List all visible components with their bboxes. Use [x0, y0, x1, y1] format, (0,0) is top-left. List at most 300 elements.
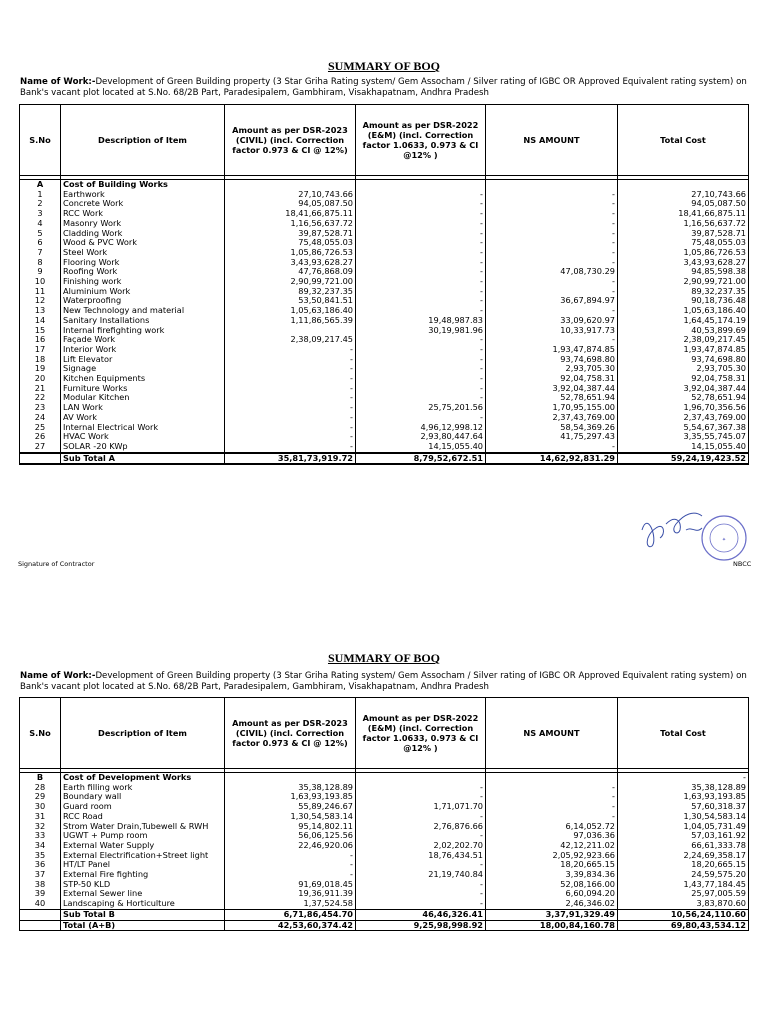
row-em-amount: - [356, 248, 486, 258]
row-sno: 26 [20, 432, 61, 442]
row-description: Signage [61, 364, 225, 374]
row-em-amount: - [356, 413, 486, 423]
row-sno: 14 [20, 316, 61, 326]
row-em-amount: - [356, 229, 486, 239]
row-description: Concrete Work [61, 199, 225, 209]
row-sno: 19 [20, 364, 61, 374]
grand-total-total: 69,80,43,534.12 [618, 920, 749, 931]
table-row [20, 802, 749, 812]
row-ns-amount: - [486, 199, 618, 209]
empty-cell [20, 453, 61, 465]
row-description: STP-50 KLD [61, 880, 225, 890]
row-em-amount: 4,96,12,998.12 [356, 423, 486, 433]
row-civil-amount: 53,50,841.51 [225, 296, 356, 306]
row-em-amount: - [356, 889, 486, 899]
table-row [20, 229, 749, 239]
subtotal-em: 46,46,326.41 [356, 909, 486, 920]
row-sno: 10 [20, 277, 61, 287]
column-header: Amount as per DSR-2023 (CIVIL) (incl. Correction factor 0.973 & CI @ 12%) [225, 105, 356, 176]
row-sno: 1 [20, 190, 61, 200]
table-row [20, 792, 749, 802]
row-em-amount: - [356, 335, 486, 345]
row-total-cost: 18,20,665.15 [618, 860, 749, 870]
row-description: External Water Supply [61, 841, 225, 851]
table-row [20, 374, 749, 384]
column-header: Amount as per DSR-2023 (CIVIL) (incl. Correction factor 0.973 & CI @ 12%) [225, 698, 356, 769]
row-ns-amount: - [486, 783, 618, 793]
name-of-work-2 [20, 671, 748, 693]
row-total-cost: 1,05,86,726.53 [618, 248, 749, 258]
row-ns-amount: - [486, 277, 618, 287]
table-row [20, 860, 749, 870]
table-row [20, 822, 749, 832]
row-description: SOLAR -20 KWp [61, 442, 225, 453]
row-civil-amount: 56,06,125.56 [225, 831, 356, 841]
row-sno: 15 [20, 326, 61, 336]
row-ns-amount: 42,12,211.02 [486, 841, 618, 851]
row-description: External Sewer line [61, 889, 225, 899]
grand-total-ns: 18,00,84,160.78 [486, 920, 618, 931]
row-total-cost: 2,90,99,721.00 [618, 277, 749, 287]
row-em-amount: - [356, 812, 486, 822]
row-total-cost: 2,38,09,217.45 [618, 335, 749, 345]
row-total-cost: 1,63,93,193.85 [618, 792, 749, 802]
row-description: Earthwork [61, 190, 225, 200]
table-row [20, 326, 749, 336]
row-total-cost: 1,43,77,184.45 [618, 880, 749, 890]
row-total-cost: 75,48,055.03 [618, 238, 749, 248]
row-total-cost: 2,93,705.30 [618, 364, 749, 374]
row-ns-amount: 41,75,297.43 [486, 432, 618, 442]
row-civil-amount: 3,43,93,628.27 [225, 258, 356, 268]
row-sno: 37 [20, 870, 61, 880]
row-civil-amount: 39,87,528.71 [225, 229, 356, 239]
table-row [20, 889, 749, 899]
row-total-cost: 94,85,598.38 [618, 267, 749, 277]
section-number: A [20, 180, 61, 190]
table-row [20, 238, 749, 248]
empty-cell [486, 773, 618, 783]
subtotal-row [20, 909, 749, 920]
row-em-amount: - [356, 899, 486, 909]
row-total-cost: 27,10,743.66 [618, 190, 749, 200]
column-header: Amount as per DSR-2022 (E&M) (incl. Correction factor 1.0633, 0.973 & CI @12% ) [356, 698, 486, 769]
table-row [20, 783, 749, 793]
row-em-amount: - [356, 219, 486, 229]
row-sno: 29 [20, 792, 61, 802]
section-number: B [20, 773, 61, 783]
row-ns-amount: 47,08,730.29 [486, 267, 618, 277]
row-em-amount: - [356, 190, 486, 200]
table-row [20, 190, 749, 200]
row-em-amount: - [356, 238, 486, 248]
row-description: Kitchen Equipments [61, 374, 225, 384]
row-description: Flooring Work [61, 258, 225, 268]
subtotal-label: Sub Total B [61, 909, 225, 920]
row-total-cost: 1,05,63,186.40 [618, 306, 749, 316]
row-description: External Fire fighting [61, 870, 225, 880]
row-civil-amount: 1,30,54,583.14 [225, 812, 356, 822]
subtotal-total: 10,56,24,110.60 [618, 909, 749, 920]
column-header: NS AMOUNT [486, 105, 618, 176]
row-total-cost: 2,24,69,358.17 [618, 851, 749, 861]
empty-cell [20, 909, 61, 920]
row-total-cost: 18,41,66,875.11 [618, 209, 749, 219]
row-civil-amount: 91,69,018.45 [225, 880, 356, 890]
empty-cell [356, 180, 486, 190]
empty-cell [225, 773, 356, 783]
row-em-amount: - [356, 374, 486, 384]
row-em-amount: 30,19,981.96 [356, 326, 486, 336]
row-sno: 21 [20, 384, 61, 394]
row-description: Internal firefighting work [61, 326, 225, 336]
row-civil-amount: - [225, 384, 356, 394]
row-total-cost: 92,04,758.31 [618, 374, 749, 384]
row-description: UGWT + Pump room [61, 831, 225, 841]
row-description: Landscaping & Horticulture [61, 899, 225, 909]
grand-total-row [20, 920, 749, 931]
row-ns-amount: 18,20,665.15 [486, 860, 618, 870]
column-header: Total Cost [618, 105, 749, 176]
empty-cell [20, 920, 61, 931]
row-ns-amount: 2,05,92,923.66 [486, 851, 618, 861]
boq-table-a [19, 104, 749, 465]
column-header: S.No [20, 698, 61, 769]
row-description: Strom Water Drain,Tubewell & RWH [61, 822, 225, 832]
table-row [20, 393, 749, 403]
subtotal-civil: 35,81,73,919.72 [225, 453, 356, 465]
table-row [20, 287, 749, 297]
row-description: New Technology and material [61, 306, 225, 316]
table-row [20, 199, 749, 209]
row-ns-amount: 52,78,651.94 [486, 393, 618, 403]
subtotal-ns: 14,62,92,831.29 [486, 453, 618, 465]
table-row [20, 335, 749, 345]
row-civil-amount: 1,16,56,637.72 [225, 219, 356, 229]
row-ns-amount: - [486, 258, 618, 268]
row-civil-amount: 94,05,087.50 [225, 199, 356, 209]
row-em-amount: - [356, 345, 486, 355]
row-civil-amount: 1,37,524.58 [225, 899, 356, 909]
row-total-cost: 40,53,899.69 [618, 326, 749, 336]
row-em-amount: - [356, 860, 486, 870]
row-sno: 31 [20, 812, 61, 822]
row-ns-amount: 10,33,917.73 [486, 326, 618, 336]
row-description: Waterproofing [61, 296, 225, 306]
row-em-amount: 2,02,202.70 [356, 841, 486, 851]
subtotal-em: 8,79,52,672.51 [356, 453, 486, 465]
table-row [20, 258, 749, 268]
row-total-cost: 14,15,055.40 [618, 442, 749, 453]
row-total-cost: 93,74,698.80 [618, 355, 749, 365]
row-em-amount: 2,76,876.66 [356, 822, 486, 832]
column-header: NS AMOUNT [486, 698, 618, 769]
row-em-amount: - [356, 306, 486, 316]
row-ns-amount: - [486, 335, 618, 345]
row-sno: 9 [20, 267, 61, 277]
row-sno: 8 [20, 258, 61, 268]
row-total-cost: 1,16,56,637.72 [618, 219, 749, 229]
row-ns-amount: - [486, 219, 618, 229]
row-civil-amount: - [225, 860, 356, 870]
column-header: Amount as per DSR-2022 (E&M) (incl. Correction factor 1.0633, 0.973 & CI @12% ) [356, 105, 486, 176]
name-of-work-text-2: Development of Green Building property (3 Star Griha Rating system/ Gem Assocham / Silver rating of IGBC OR Approved Equivalent rating system) on Bank's vacant plot located at S.No. 68/2B Part, Paradesipalem, Gambhiram, Visakhapatnam, Andhra Pradesh [20, 671, 747, 692]
table-row [20, 403, 749, 413]
row-ns-amount: - [486, 238, 618, 248]
row-ns-amount: 1,70,95,155.00 [486, 403, 618, 413]
row-ns-amount: 52,08,166.00 [486, 880, 618, 890]
row-civil-amount: - [225, 355, 356, 365]
row-civil-amount [225, 326, 356, 336]
row-civil-amount: - [225, 870, 356, 880]
row-civil-amount: 47,76,868.09 [225, 267, 356, 277]
row-em-amount: - [356, 209, 486, 219]
row-ns-amount: 92,04,758.31 [486, 374, 618, 384]
row-sno: 30 [20, 802, 61, 812]
row-sno: 3 [20, 209, 61, 219]
table-row [20, 345, 749, 355]
row-civil-amount: 1,11,86,565.39 [225, 316, 356, 326]
table-row [20, 364, 749, 374]
row-ns-amount: - [486, 229, 618, 239]
subtotal-ns: 3,37,91,329.49 [486, 909, 618, 920]
table-row [20, 851, 749, 861]
row-ns-amount: - [486, 802, 618, 812]
row-description: Lift Elevator [61, 355, 225, 365]
row-civil-amount: - [225, 413, 356, 423]
row-ns-amount: 6,60,094.20 [486, 889, 618, 899]
table-row [20, 413, 749, 423]
row-em-amount: - [356, 355, 486, 365]
row-sno: 23 [20, 403, 61, 413]
row-em-amount: - [356, 783, 486, 793]
row-civil-amount: 18,41,66,875.11 [225, 209, 356, 219]
row-description: Roofing Work [61, 267, 225, 277]
row-total-cost: 25,97,005.59 [618, 889, 749, 899]
row-sno: 36 [20, 860, 61, 870]
row-description: Modular Kitchen [61, 393, 225, 403]
row-sno: 7 [20, 248, 61, 258]
row-total-cost: 3,35,55,745.07 [618, 432, 749, 442]
row-sno: 40 [20, 899, 61, 909]
row-civil-amount: 35,38,128.89 [225, 783, 356, 793]
row-total-cost: 5,54,67,367.38 [618, 423, 749, 433]
row-em-amount: 1,71,071.70 [356, 802, 486, 812]
row-sno: 13 [20, 306, 61, 316]
table-row [20, 277, 749, 287]
table-row [20, 248, 749, 258]
column-header: Description of Item [61, 105, 225, 176]
row-em-amount: 14,15,055.40 [356, 442, 486, 453]
grand-total-civil: 42,53,60,374.42 [225, 920, 356, 931]
row-ns-amount: - [486, 442, 618, 453]
row-total-cost: 1,96,70,356.56 [618, 403, 749, 413]
subtotal-label: Sub Total A [61, 453, 225, 465]
row-total-cost: 57,60,318.37 [618, 802, 749, 812]
row-em-amount: - [356, 277, 486, 287]
table-row [20, 880, 749, 890]
row-description: Masonry Work [61, 219, 225, 229]
empty-cell [356, 773, 486, 783]
row-em-amount: 18,76,434.51 [356, 851, 486, 861]
row-description: Wood & PVC Work [61, 238, 225, 248]
row-civil-amount: 1,63,93,193.85 [225, 792, 356, 802]
row-ns-amount: 3,39,834.36 [486, 870, 618, 880]
row-total-cost: 3,92,04,387.44 [618, 384, 749, 394]
row-description: HVAC Work [61, 432, 225, 442]
row-sno: 25 [20, 423, 61, 433]
row-civil-amount: 27,10,743.66 [225, 190, 356, 200]
row-civil-amount: 1,05,86,726.53 [225, 248, 356, 258]
row-total-cost: 1,30,54,583.14 [618, 812, 749, 822]
row-sno: 17 [20, 345, 61, 355]
row-description: RCC Work [61, 209, 225, 219]
row-description: External Electrification+Street light [61, 851, 225, 861]
row-ns-amount: 2,46,346.02 [486, 899, 618, 909]
table-row [20, 267, 749, 277]
row-em-amount: 19,48,987.83 [356, 316, 486, 326]
row-sno: 6 [20, 238, 61, 248]
row-ns-amount: 2,93,705.30 [486, 364, 618, 374]
row-ns-amount: 58,54,369.26 [486, 423, 618, 433]
row-civil-amount: - [225, 432, 356, 442]
row-em-amount: - [356, 267, 486, 277]
empty-cell [486, 180, 618, 190]
row-civil-amount: - [225, 403, 356, 413]
row-description: HT/LT Panel [61, 860, 225, 870]
name-of-work-label: Name of Work:- [20, 77, 96, 87]
row-civil-amount: 19,36,911.39 [225, 889, 356, 899]
table-row [20, 812, 749, 822]
row-description: Furniture Works [61, 384, 225, 394]
row-total-cost: 94,05,087.50 [618, 199, 749, 209]
row-civil-amount: 2,90,99,721.00 [225, 277, 356, 287]
row-sno: 16 [20, 335, 61, 345]
boq-table-b [19, 697, 749, 931]
name-of-work [20, 77, 748, 99]
row-description: Aluminium Work [61, 287, 225, 297]
table-row [20, 316, 749, 326]
signature-stamp-icon [636, 500, 752, 572]
table-row [20, 831, 749, 841]
row-sno: 20 [20, 374, 61, 384]
row-em-amount: 21,19,740.84 [356, 870, 486, 880]
row-sno: 11 [20, 287, 61, 297]
row-description: Interior Work [61, 345, 225, 355]
column-header: Description of Item [61, 698, 225, 769]
subtotal-row [20, 453, 749, 465]
row-ns-amount: 2,37,43,769.00 [486, 413, 618, 423]
table-row [20, 355, 749, 365]
table-row [20, 899, 749, 909]
row-ns-amount: - [486, 190, 618, 200]
row-civil-amount: - [225, 423, 356, 433]
row-description: Cladding Work [61, 229, 225, 239]
row-em-amount: - [356, 831, 486, 841]
row-civil-amount: - [225, 442, 356, 453]
section-title: Cost of Building Works [61, 180, 225, 190]
nbcc-label: NBCC [733, 560, 752, 568]
row-em-amount: 25,75,201.56 [356, 403, 486, 413]
table-row [20, 219, 749, 229]
table-row [20, 306, 749, 316]
row-description: Façade Work [61, 335, 225, 345]
row-total-cost: 1,04,05,731.49 [618, 822, 749, 832]
row-total-cost: 1,64,45,174.19 [618, 316, 749, 326]
row-ns-amount: 33,09,620.97 [486, 316, 618, 326]
row-sno: 5 [20, 229, 61, 239]
grand-total-em: 9,25,98,998.92 [356, 920, 486, 931]
row-em-amount: 2,93,80,447.64 [356, 432, 486, 442]
row-sno: 22 [20, 393, 61, 403]
row-total-cost: 52,78,651.94 [618, 393, 749, 403]
row-civil-amount: 95,14,802.11 [225, 822, 356, 832]
row-ns-amount: 6,14,052.72 [486, 822, 618, 832]
row-ns-amount: - [486, 248, 618, 258]
table-row [20, 432, 749, 442]
row-total-cost: 90,18,736.48 [618, 296, 749, 306]
row-total-cost: 89,32,237.35 [618, 287, 749, 297]
row-sno: 32 [20, 822, 61, 832]
row-description: Sanitary Installations [61, 316, 225, 326]
table-row [20, 384, 749, 394]
row-total-cost: 1,93,47,874.85 [618, 345, 749, 355]
row-sno: 39 [20, 889, 61, 899]
row-ns-amount: - [486, 812, 618, 822]
row-sno: 2 [20, 199, 61, 209]
row-em-amount: - [356, 287, 486, 297]
row-total-cost: 2,37,43,769.00 [618, 413, 749, 423]
row-description: Internal Electrical Work [61, 423, 225, 433]
row-sno: 35 [20, 851, 61, 861]
row-total-cost: 66,61,333.78 [618, 841, 749, 851]
row-civil-amount: 1,05,63,186.40 [225, 306, 356, 316]
row-civil-amount: - [225, 374, 356, 384]
row-civil-amount: 22,46,920.06 [225, 841, 356, 851]
row-em-amount: - [356, 880, 486, 890]
section-total: - [618, 773, 749, 783]
row-civil-amount: 2,38,09,217.45 [225, 335, 356, 345]
contractor-signature-label: Signature of Contractor [18, 560, 95, 568]
row-civil-amount: 89,32,237.35 [225, 287, 356, 297]
row-sno: 34 [20, 841, 61, 851]
row-sno: 33 [20, 831, 61, 841]
row-ns-amount: 3,92,04,387.44 [486, 384, 618, 394]
empty-cell [225, 180, 356, 190]
row-ns-amount: - [486, 306, 618, 316]
row-civil-amount: 75,48,055.03 [225, 238, 356, 248]
row-em-amount: - [356, 258, 486, 268]
row-sno: 4 [20, 219, 61, 229]
row-civil-amount: - [225, 345, 356, 355]
row-sno: 18 [20, 355, 61, 365]
row-ns-amount: - [486, 792, 618, 802]
row-total-cost: 39,87,528.71 [618, 229, 749, 239]
row-em-amount: - [356, 199, 486, 209]
row-civil-amount: 55,89,246.67 [225, 802, 356, 812]
row-sno: 38 [20, 880, 61, 890]
row-total-cost: 24,59,575.20 [618, 870, 749, 880]
row-civil-amount: - [225, 851, 356, 861]
subtotal-total: 59,24,19,423.52 [618, 453, 749, 465]
row-sno: 24 [20, 413, 61, 423]
svg-text:✦: ✦ [721, 537, 727, 543]
column-header: Total Cost [618, 698, 749, 769]
row-description: AV Work [61, 413, 225, 423]
table-row [20, 209, 749, 219]
name-of-work-label-2: Name of Work:- [20, 671, 96, 681]
row-description: LAN Work [61, 403, 225, 413]
